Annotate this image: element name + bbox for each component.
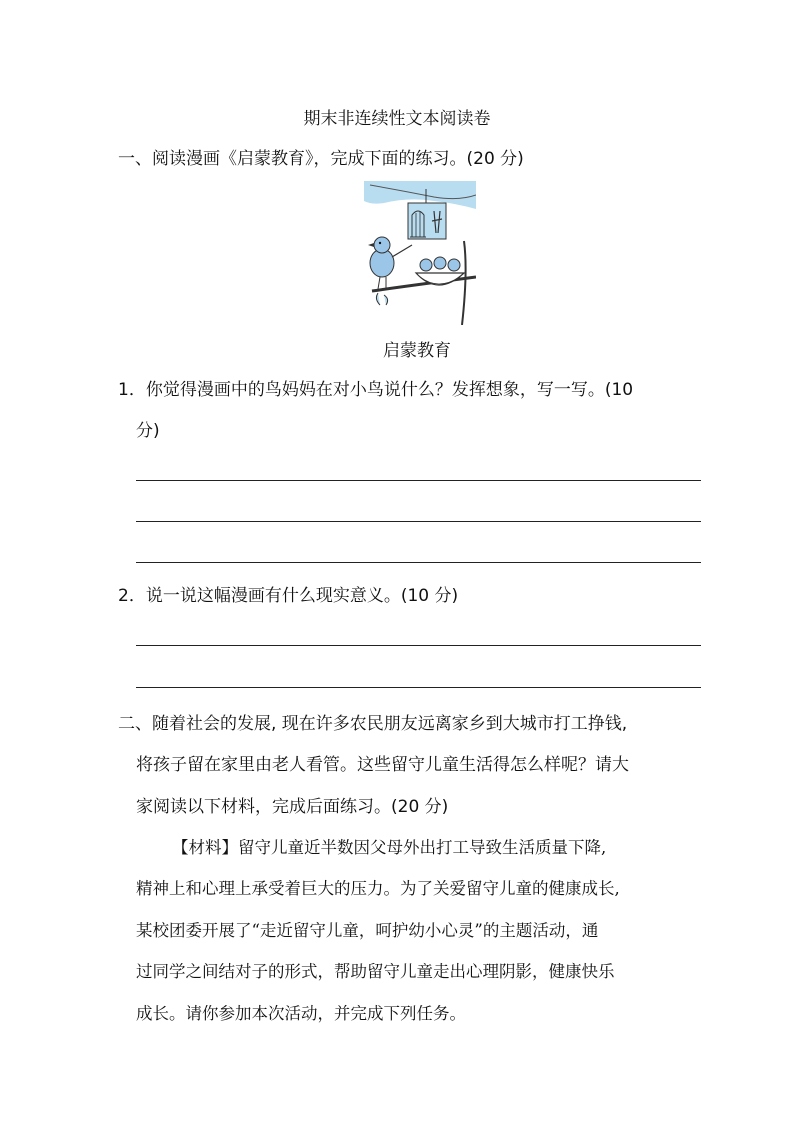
answer-line[interactable] xyxy=(136,480,701,481)
section-two-line: 家阅读以下材料，完成后面练习。(20 分) xyxy=(136,797,449,817)
section-two-line: 将孩子留在家里由老人看管。这些留守儿童生活得怎么样呢？请大 xyxy=(136,755,629,775)
material-line: 【材料】留守儿童近半数因父母外出打工导致生活质量下降, xyxy=(172,838,607,857)
answer-line[interactable] xyxy=(136,687,701,688)
question-1-line-2: 分) xyxy=(136,421,160,441)
section-one-heading: 一、阅读漫画《启蒙教育》，完成下面的练习。(20 分) xyxy=(118,149,524,169)
question-1-line-1: 1．你觉得漫画中的鸟妈妈在对小鸟说什么？发挥想象，写一写。(10 xyxy=(118,380,634,400)
section-two-line: 二、随着社会的发展, 现在许多农民朋友远离家乡到大城市打工挣钱, xyxy=(118,714,628,734)
material-line: 成长。请你参加本次活动，并完成下列任务。 xyxy=(136,1004,466,1023)
page-title: 期末非连续性文本阅读卷 xyxy=(303,109,491,129)
image-caption: 启蒙教育 xyxy=(383,341,451,361)
comic-illustration xyxy=(364,181,476,325)
answer-line[interactable] xyxy=(136,645,701,646)
answer-line[interactable] xyxy=(136,521,701,522)
question-2: 2．说一说这幅漫画有什么现实意义。(10 分) xyxy=(118,586,459,606)
material-line: 某校团委开展了“走近留守儿童，呵护幼小心灵”的主题活动，通 xyxy=(136,921,599,940)
material-line: 过同学之间结对子的形式，帮助留守儿童走出心理阴影，健康快乐 xyxy=(136,962,615,981)
answer-line[interactable] xyxy=(136,562,701,563)
material-line: 精神上和心理上承受着巨大的压力。为了关爱留守儿童的健康成长, xyxy=(136,879,620,898)
